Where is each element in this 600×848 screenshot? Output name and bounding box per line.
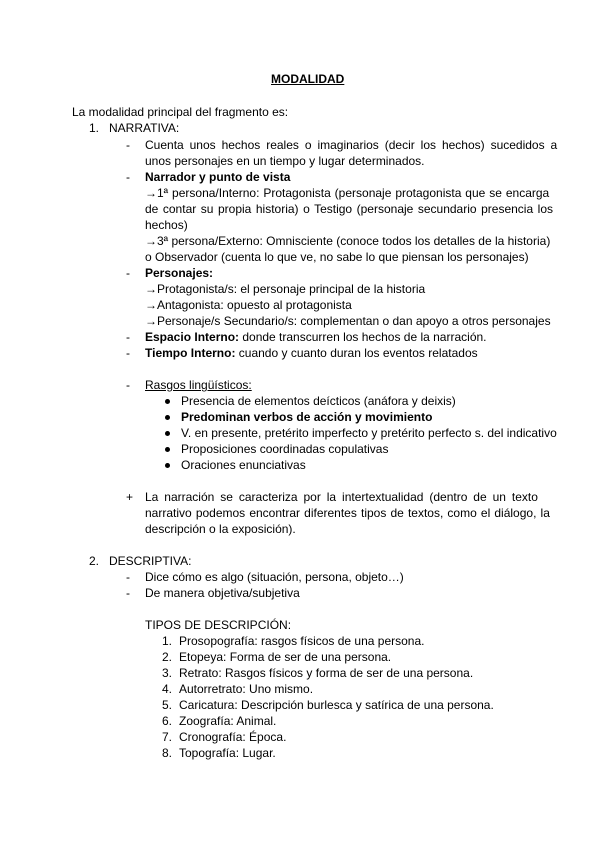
list-item: [162, 681, 313, 697]
narrador-line-3: hechos): [145, 218, 188, 232]
list-item: [162, 665, 473, 681]
tipo-text: Autorretrato: Uno mismo.: [179, 682, 314, 696]
tipo-text: Etopeya: Forma de ser de una persona.: [179, 650, 392, 664]
list-number: 1.: [162, 634, 173, 648]
dash-marker: -: [126, 138, 130, 152]
bullet-icon: [165, 399, 170, 404]
bullet-icon: [165, 431, 170, 436]
narrativa-definition-line-2: unos personajes en un tiempo y lugar determinados.: [145, 154, 425, 168]
personajes-line-3: →Personaje/s Secundario/s: complementan o dan apoyo a otros personajes: [145, 314, 551, 328]
espacio-interno-item: [145, 329, 487, 345]
intertextualidad-line-2: narrativo podemos encontrar diferentes tipos de textos, como el diálogo, la: [145, 506, 550, 520]
list-number: 4.: [162, 682, 173, 696]
dash-marker: -: [126, 346, 130, 360]
dash-marker: -: [126, 266, 130, 280]
list-number: 3.: [162, 666, 173, 680]
rasgo-text: Proposiciones coordinadas copulativas: [181, 442, 389, 456]
list-number: 7.: [162, 730, 173, 744]
rasgos-heading: Rasgos lingüísticos:: [145, 378, 252, 392]
personajes-line-2: →Antagonista: opuesto al protagonista: [145, 298, 352, 312]
rasgo-text: Predominan verbos de acción y movimiento: [181, 410, 433, 424]
page-title: MODALIDAD: [271, 72, 345, 86]
tipo-text: Topografía: Lugar.: [179, 746, 276, 760]
personajes-line-1: →Protagonista/s: el personaje principal de la historia: [145, 282, 426, 296]
list-item: [162, 633, 424, 649]
narrador-line-4: →3ª persona/Externo: Omnisciente (conoce todos los detalles de la historia): [145, 234, 551, 248]
list-number: 8.: [162, 746, 173, 760]
list-item: [165, 393, 456, 409]
narrador-heading: Narrador y punto de vista: [145, 170, 291, 184]
narrativa-definition-line-1: Cuenta unos hechos reales o imaginarios (decir los hechos) sucedidos a: [145, 138, 558, 152]
tiempo-interno-label: Tiempo Interno:: [145, 346, 236, 360]
section-heading-narrativa: NARRATIVA:: [109, 121, 180, 135]
dash-marker: -: [126, 378, 130, 392]
rasgo-text: Oraciones enunciativas: [181, 458, 306, 472]
list-item: [162, 729, 286, 745]
personajes-heading: Personajes:: [145, 266, 214, 280]
tipos-heading: TIPOS DE DESCRIPCIÓN:: [145, 618, 292, 632]
dash-marker: -: [126, 570, 130, 584]
tiempo-interno-item: [145, 345, 478, 361]
tipo-text: Retrato: Rasgos físicos y forma de ser de una persona.: [179, 666, 474, 680]
list-item: [162, 713, 276, 729]
list-item: [165, 457, 306, 473]
descriptiva-item-1: Dice cómo es algo (situación, persona, objeto…): [145, 570, 404, 584]
espacio-interno-text: donde transcurren los hechos de la narración.: [239, 330, 487, 344]
narrador-line-1: →1ª persona/Interno: Protagonista (personaje protagonista que se encarga: [145, 186, 550, 200]
rasgo-text: Presencia de elementos deícticos (anáfora y deixis): [181, 394, 456, 408]
intertextualidad-line-3: descripción o la exposición).: [145, 522, 296, 536]
dash-marker: -: [126, 586, 130, 600]
tipo-text: Cronografía: Época.: [179, 730, 287, 744]
list-item: [165, 425, 557, 441]
intertextualidad-line-1: La narración se caracteriza por la intertextualidad (dentro de un texto: [145, 490, 538, 504]
tipo-text: Caricatura: Descripción burlesca y satírica de una persona.: [179, 698, 494, 712]
dash-marker: -: [126, 330, 130, 344]
bullet-icon: [165, 415, 170, 420]
list-item: [162, 649, 391, 665]
dash-marker: -: [126, 170, 130, 184]
list-number: 5.: [162, 698, 173, 712]
tipo-text: Prosopografía: rasgos físicos de una persona.: [179, 634, 425, 648]
plus-marker: +: [126, 490, 134, 504]
espacio-interno-label: Espacio Interno:: [145, 330, 240, 344]
list-number: 6.: [162, 714, 173, 728]
list-number: 2.: [162, 650, 173, 664]
bullet-icon: [165, 463, 170, 468]
tiempo-interno-text: cuando y cuanto duran los eventos relatados: [235, 346, 478, 360]
section-heading-descriptiva: DESCRIPTIVA:: [109, 554, 192, 568]
list-item: [165, 409, 432, 425]
narrador-line-5: o Observador (cuenta lo que ve, no sabe lo que piensan los personajes): [145, 250, 529, 264]
narrador-line-2: de contar su propia historia) o Testigo (personaje secundario presencia los: [145, 202, 554, 216]
list-item: [165, 441, 388, 457]
list-item: [162, 745, 276, 761]
intro-text: La modalidad principal del fragmento es:: [72, 105, 289, 119]
rasgo-text: V. en presente, pretérito imperfecto y pretérito perfecto s. del indicativo: [181, 426, 557, 440]
tipo-text: Zoografía: Animal.: [179, 714, 277, 728]
descriptiva-item-2: De manera objetiva/subjetiva: [145, 586, 300, 600]
bullet-icon: [165, 447, 170, 452]
section-number-narrativa: 1.: [89, 121, 100, 135]
section-number-descriptiva: 2.: [89, 554, 100, 568]
list-item: [162, 697, 494, 713]
